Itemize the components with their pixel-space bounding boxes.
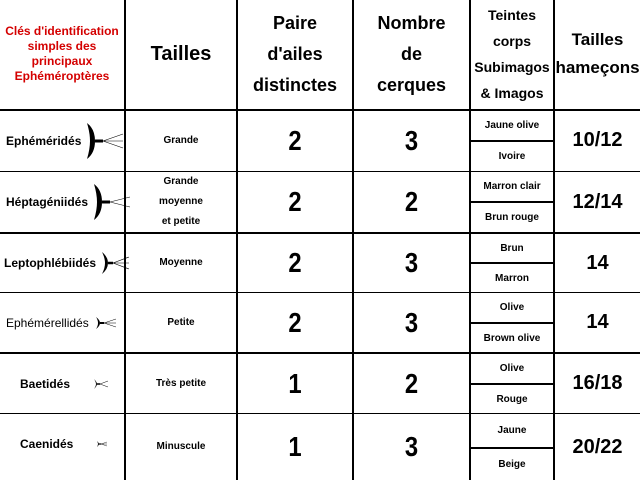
size-cell: Petite [167, 316, 195, 328]
header-teintes: Teintes corps Subimagos & Imagos [474, 7, 550, 101]
size-cell: Grande moyenne et petite [159, 176, 203, 227]
table-title: Clés d'identification simples des principaux Ephéméroptères [5, 24, 119, 83]
hook-size: 10/12 [572, 129, 623, 151]
mayfly-small-icon [93, 311, 117, 335]
header-ailes: Paire d'ailes distinctes [252, 12, 338, 95]
color-subimago: Olive [499, 302, 525, 313]
cerci-count: 3 [404, 431, 419, 462]
wings-count: 1 [288, 431, 302, 462]
mayfly-large-icon [85, 121, 125, 161]
color-imago: Rouge [496, 393, 528, 405]
hook-size: 20/22 [572, 435, 623, 458]
color-subimago: Olive [499, 363, 525, 374]
family-ephemeridae: Ephéméridés [6, 110, 125, 171]
size-cell: Grande [163, 134, 199, 146]
size-cell: Moyenne [159, 257, 203, 268]
header-tailles: Tailles [150, 43, 212, 65]
family-caenidae: Caenidés [20, 414, 135, 474]
color-subimago: Marron clair [483, 181, 541, 192]
cerci-count: 3 [404, 247, 419, 278]
family-leptophlebiidae: Leptophlébiidés [4, 234, 130, 292]
family-baetidae: Baetidés [20, 354, 132, 413]
color-imago: Beige [498, 459, 526, 470]
wings-count: 2 [288, 186, 302, 217]
wings-count: 2 [288, 247, 302, 278]
header-hamecons: Tailles hameçons [555, 30, 640, 77]
color-imago: Ivoire [498, 151, 526, 162]
family-heptageniidae: Héptagéniidés [6, 172, 132, 232]
wings-count: 2 [288, 306, 302, 338]
cerci-count: 3 [404, 306, 419, 338]
wings-count: 1 [288, 367, 302, 399]
size-cell: Très petite [155, 377, 207, 389]
cerci-count: 2 [404, 186, 419, 217]
hook-size: 14 [586, 251, 609, 274]
hook-size: 14 [586, 311, 609, 333]
color-subimago: Brun [500, 242, 524, 254]
hook-size: 16/18 [572, 372, 623, 394]
size-cell: Minuscule [156, 441, 206, 452]
color-imago: Brown olive [483, 332, 541, 344]
header-cerques: Nombre de cerques [376, 12, 447, 95]
color-subimago: Jaune [497, 425, 527, 436]
family-ephemerellidae: Ephémérellidés [6, 293, 117, 352]
color-imago: Brun rouge [485, 212, 539, 223]
color-imago: Marron [495, 272, 529, 284]
wings-count: 2 [288, 124, 302, 156]
cerci-count: 2 [404, 367, 419, 399]
cerci-count: 3 [404, 124, 419, 156]
hook-size: 12/14 [572, 190, 623, 213]
color-subimago: Jaune olive [484, 119, 540, 131]
